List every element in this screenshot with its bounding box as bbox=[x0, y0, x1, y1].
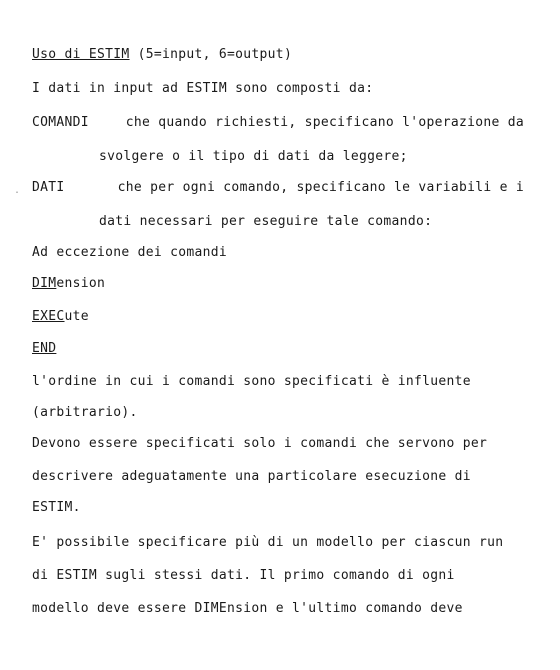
command-dimension bbox=[32, 276, 105, 292]
order-line-1 bbox=[32, 374, 524, 390]
command-abbr: EXEC bbox=[32, 309, 65, 324]
definition-text: che per ogni comando, specificano le variabili e i bbox=[85, 180, 524, 195]
margin-mark: . bbox=[14, 185, 21, 196]
command-execute bbox=[32, 309, 89, 325]
possible-line-2: di ESTIM sugli stessi dati. Il primo comando di ogni bbox=[32, 568, 455, 583]
definition-comandi-line1 bbox=[32, 115, 524, 131]
command-rest: ension bbox=[56, 276, 106, 291]
possible-line-3: modello deve essere DIMEnsion e l'ultimo comando deve bbox=[32, 601, 463, 616]
definition-text: che quando richiesti, specificano l'operazione da bbox=[117, 115, 524, 130]
heading-title: Uso di ESTIM bbox=[32, 47, 130, 62]
definition-comandi-line2: svolgere o il tipo di dati da leggere; bbox=[99, 149, 408, 164]
intro-text: I dati in input ad ESTIM sono composti da: bbox=[32, 81, 374, 96]
heading-suffix: (5=input, 6=output) bbox=[129, 47, 293, 62]
command-abbr: END bbox=[32, 341, 57, 356]
definition-dati-line1 bbox=[32, 180, 524, 196]
command-abbr: DIM bbox=[32, 276, 57, 291]
possible-line-1: E' possibile specificare più di un modello per ciascun run bbox=[32, 535, 504, 550]
paragraph-text: l'ordine in cui i comandi sono specificati è influente bbox=[32, 374, 471, 389]
definition-term: COMANDI bbox=[32, 115, 89, 130]
heading bbox=[32, 47, 292, 63]
command-rest: ute bbox=[64, 309, 89, 324]
command-end bbox=[32, 341, 56, 357]
must-line-1: Devono essere specificati solo i comandi che servono per bbox=[32, 436, 488, 451]
must-line-2: descrivere adeguatamente una particolare esecuzione di bbox=[32, 469, 471, 484]
order-line-2: (arbitrario). bbox=[32, 405, 138, 420]
must-line-3: ESTIM. bbox=[32, 500, 81, 515]
exception-intro: Ad eccezione dei comandi bbox=[32, 245, 228, 260]
definition-dati-line2: dati necessari per eseguire tale comando: bbox=[99, 214, 433, 229]
definition-term: DATI bbox=[32, 180, 65, 195]
